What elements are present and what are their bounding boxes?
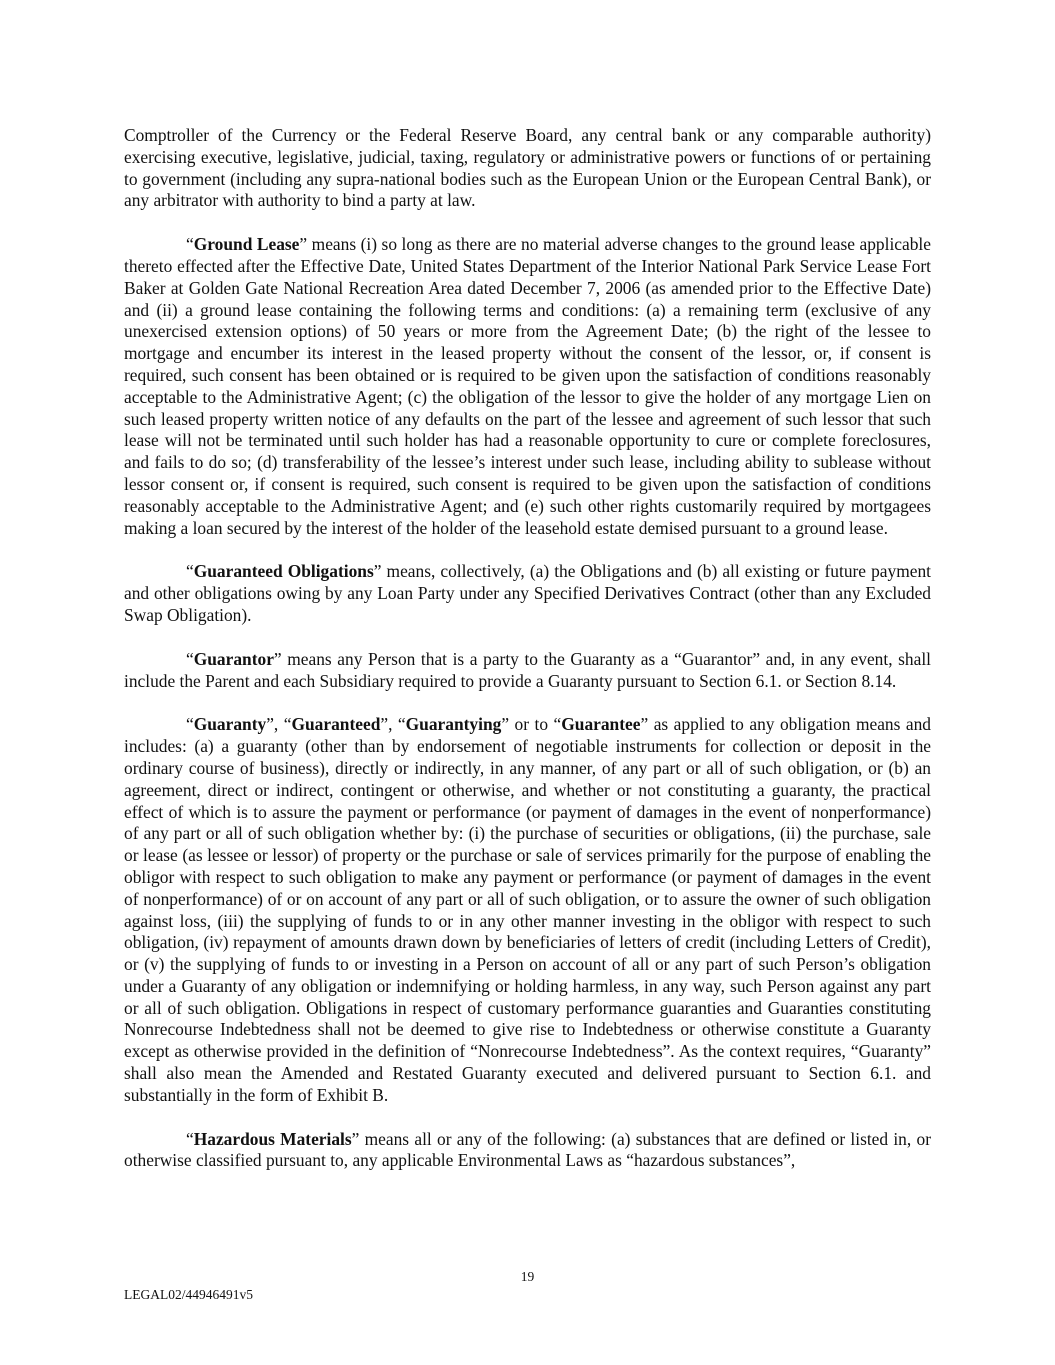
open-quote: “ — [186, 714, 194, 735]
page-number: 19 — [520, 1269, 535, 1284]
definition-guarantor — [124, 649, 931, 693]
defined-term: Hazardous Materials — [193, 1128, 352, 1149]
close-quote: ” — [351, 1128, 360, 1149]
continuation-paragraph: Comptroller of the Currency or the Federal Reserve Board, any central bank or any comparable authority) exercising executive, legislative, judicial, taxing, regulatory or administrative powers or functions of or pertaining to government (including any supra-national bodies such as the European Union or the European Central Bank), or any arbitrator with authority to bind a party at law. — [124, 125, 931, 211]
term-connector: ” or to “ — [501, 714, 562, 735]
definition-ground-lease — [124, 234, 931, 539]
close-quote: ” — [273, 648, 282, 669]
definition-text: means (i) so long as there are no material adverse changes to the ground lease applicable thereto effected after the Effective Date, United States Department of the Interior National Park Service Lease Fort Baker at Golden Gate National Recreation Area dated December 7, 2006 (as amended prior to the Effective Date) and (ii) a ground lease containing the following terms and conditions: (a) a remaining term (exclusive of any unexercised extension options) of 50 years or more from the Agreement Date; (b) the right of the lessee to mortgage and encumber its interest in the leased property without the consent of the lessor, or, if consent is required, such consent has been obtained or is required to be given upon the satisfaction of conditions reasonably acceptable to the Administrative Agent; (c) the obligation of the lessor to give the holder of any mortgage Lien on such leased property written notice of any defaults on the part of the lessee and agreement of such lessor that such lease will not be terminated until such holder has had a reasonable opportunity to cure or complete foreclosures, and fails to do so; (d) transferability of the lessee’s interest under such lease, including ability to sublease without lessor consent or, if consent is required, such consent is required to be given upon the satisfaction of conditions reasonably acceptable to the Administrative Agent; and (e) such other rights customarily required by mortgagees making a loan secured by the interest of the holder of the leasehold estate demised pursuant to a ground lease. — [124, 234, 931, 538]
definition-text: means, collectively, (a) the Obligations and (b) all existing or future payment and other obligations owing by any Loan Party under any Specified Derivatives Contract (other than any Excluded Swap Obligation). — [124, 561, 931, 625]
defined-term: Ground Lease — [193, 234, 300, 255]
open-quote: “ — [186, 561, 194, 582]
term-connector: ”, “ — [380, 714, 406, 735]
close-quote: ” — [640, 714, 649, 735]
close-quote: ” — [299, 234, 308, 255]
definition-text: means any Person that is a party to the Guaranty as a “Guarantor” and, in any event, shall include the Parent and each Subsidiary required to provide a Guaranty pursuant to Section 6.1. or Section 8.14. — [124, 648, 931, 691]
definition-hazardous-materials — [124, 1129, 931, 1173]
defined-term: Guarantying — [405, 714, 502, 735]
open-quote: “ — [186, 648, 194, 669]
definition-text: as applied to any obligation means and includes: (a) a guaranty (other than by endorsement of negotiable instruments for collection or deposit in the ordinary course of business), directly or indirectly, in any manner, of any part or all of such obligation, or (b) an agreement, direct or indirect, contingent or otherwise, and whether or not constituting a guaranty, the practical effect of which is to assure the payment or performance (or payment of damages in the event of nonperformance) of any part or all of such obligation whether by: (i) the purchase of securities or obligations, (ii) the purchase, sale or lease (as lessee or lessor) of property or the purchase or sale of services primarily for the purpose of enabling the obligor with respect to such obligation to make any payment or performance (or payment of damages in the event of nonperformance) of or on account of any part or all of such obligation, or to assure the owner of such obligation against loss, (iii) the supplying of funds to or in any other manner investing in the obligor with respect to such obligation, (iv) repayment of amounts drawn down by beneficiaries of letters of credit (including Letters of Credit), or (v) the supplying of funds to or investing in a Person on account of all or any part of such Person’s obligation under a Guaranty of any obligation or indemnifying or holding harmless, in any way, such Person against any part or all of such obligation. Obligations in respect of customary performance guaranties and Guaranties constituting Nonrecourse Indebtedness shall not be deemed to give rise to Indebtedness or otherwise constitute a Guaranty except as otherwise provided in the definition of “Nonrecourse Indebtedness”. As the context requires, “Guaranty” shall also mean the Amended and Restated Guaranty executed and delivered pursuant to Section 6.1. and substantially in the form of Exhibit B. — [124, 714, 931, 1105]
open-quote: “ — [186, 1128, 194, 1149]
defined-term: Guaranty — [193, 714, 267, 735]
open-quote: “ — [186, 234, 194, 255]
document-id: LEGAL02/44946491v5 — [124, 1287, 253, 1302]
term-connector: ”, “ — [266, 714, 292, 735]
defined-term: Guarantor — [193, 648, 274, 669]
definition-text: means all or any of the following: (a) substances that are defined or listed in, or otherwise classified pursuant to, any applicable Environmental Laws as “hazardous substances”, — [124, 1128, 931, 1171]
defined-term: Guaranteed Obligations — [193, 561, 374, 582]
definition-guaranty — [124, 714, 931, 1106]
close-quote: ” — [373, 561, 382, 582]
defined-term: Guarantee — [561, 714, 641, 735]
definition-guaranteed-obligations — [124, 561, 931, 626]
defined-term: Guaranteed — [291, 714, 381, 735]
document-body — [124, 125, 931, 1194]
